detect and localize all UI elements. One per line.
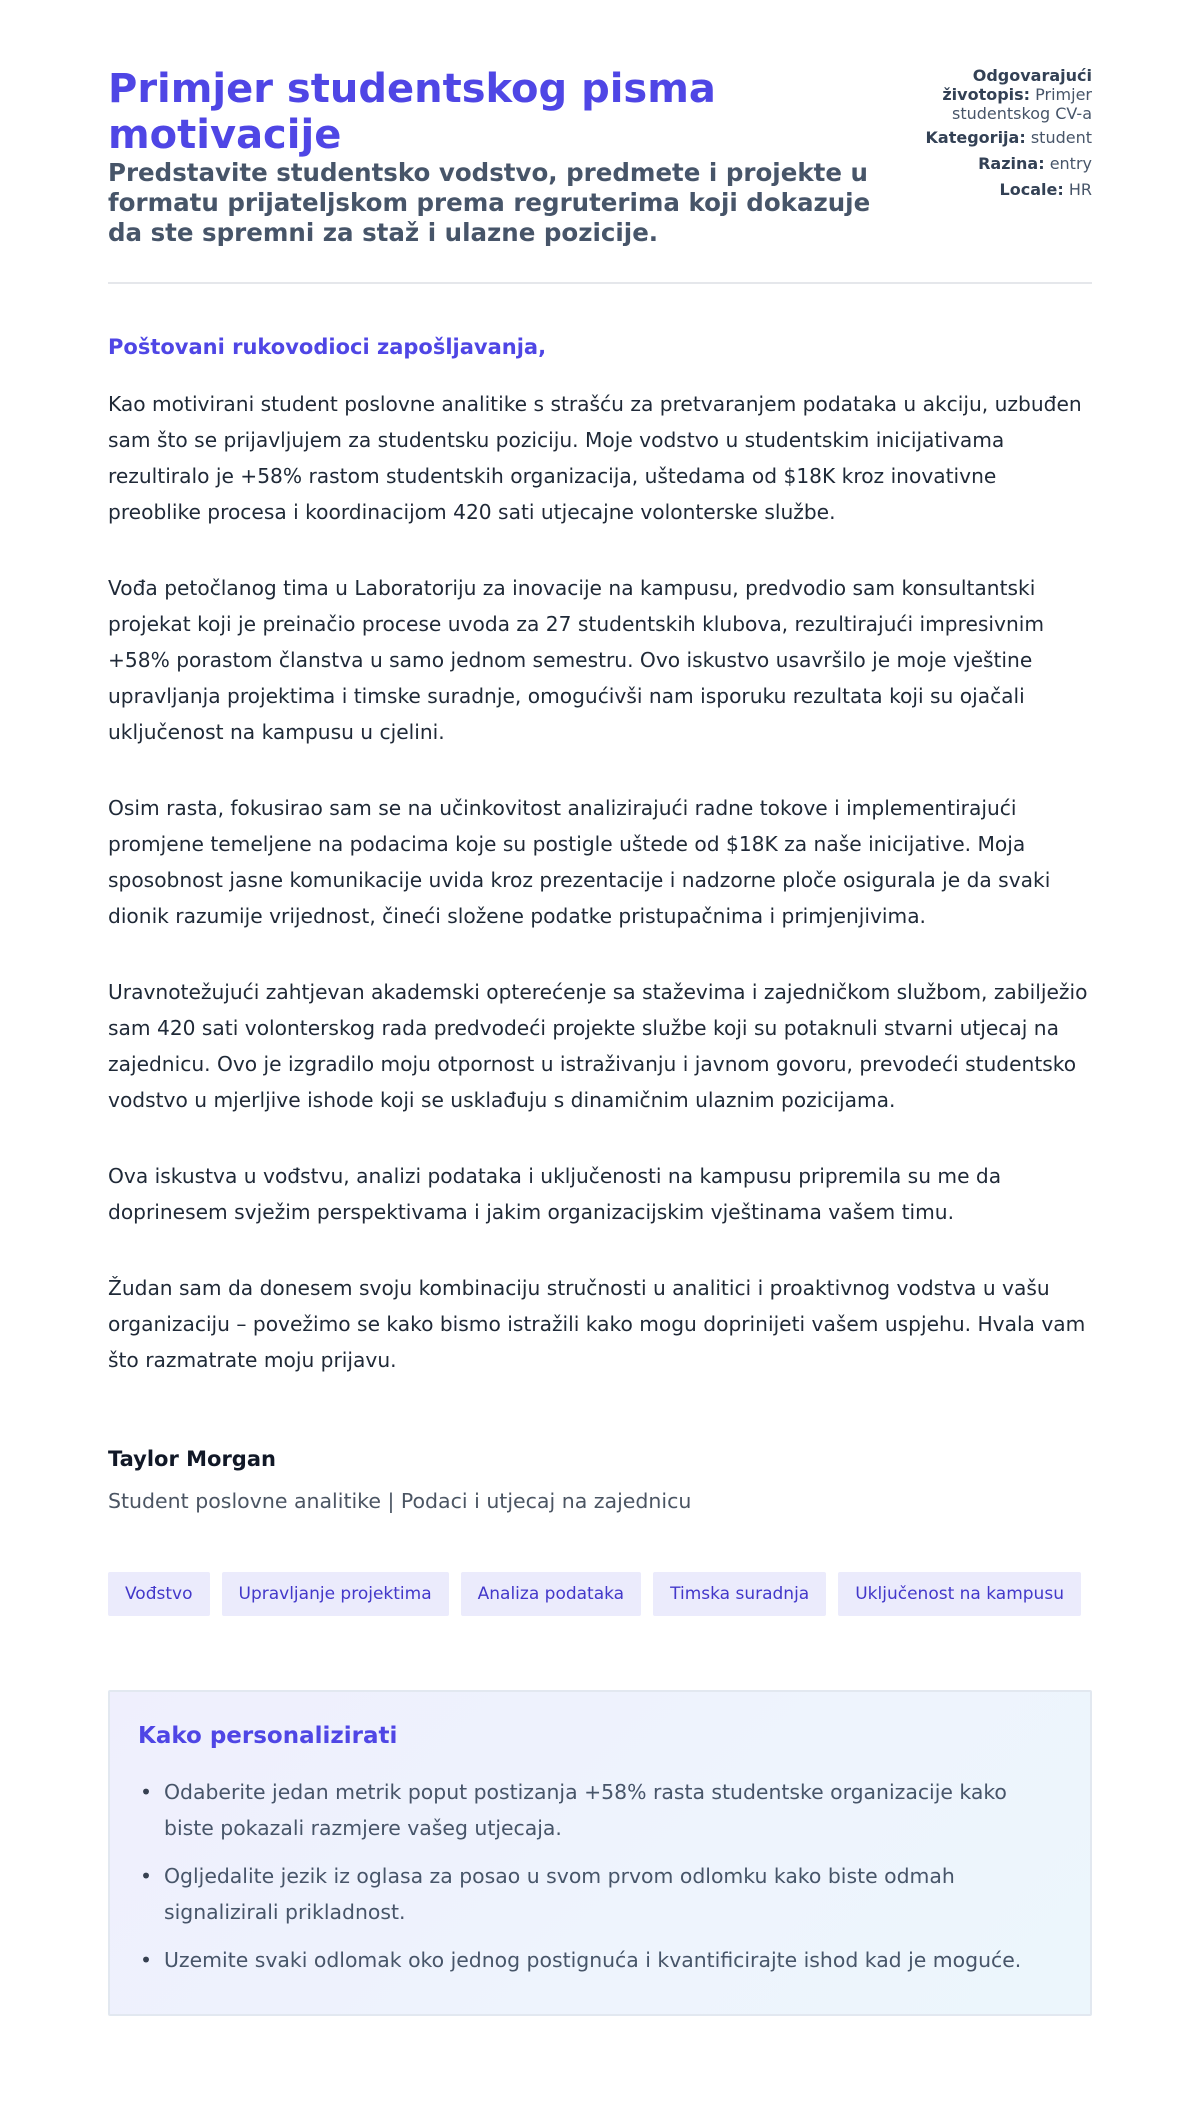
paragraph: Žudan sam da donesem svoju kombinaciju stručnosti u analitici i proaktivnog vodstva u vašu organizaciju – povežimo se kako bismo istražili kako mogu doprinijeti vašem uspjehu. Hvala vam što razmatrate moju prijavu. [108,1276,1086,1372]
meta-matching-resume [903,66,1092,123]
skill-tag: Vođstvo [108,1572,210,1616]
skill-tag: Upravljanje projektima [222,1572,449,1616]
paragraph: Osim rasta, fokusirao sam se na učinkovitost analizirajući radne tokove i implementirajući promjene temeljene na podacima koje su postigle uštede od $18K za naše inicijative. Moja sposobnost jasne komunikacije uvida kroz prezentacije i nadzorne ploče osigurala je da svaki dionik razumije vrijednost, čineći složene podatke pristupačnima i primjenjivima. [108,796,1051,928]
signature-title: Student poslovne analitike | Podaci i utjecaj na zajednicu [108,1489,692,1513]
tip-text: Odaberite jedan metrik poput postizanja +58% rasta studentske organizacije kako biste pokazali razmjere vašeg utjecaja. [164,1780,1007,1840]
meta-label: Locale: [999,180,1064,199]
header-titles [108,66,903,248]
page-subtitle: Predstavite studentsko vodstvo, predmete i projekte u formatu prijateljskom prema regruterima koji dokazuje da ste spremni za staž i ulazne pozicije. [108,158,871,247]
signature-name: Taylor Morgan [108,1447,276,1471]
skill-tag: Uključenost na kampusu [838,1572,1081,1616]
meta-value: student [1030,128,1092,147]
bullet-icon: • [140,1780,153,1804]
signature [108,1446,1092,1514]
bullet-icon: • [140,1948,153,1972]
page-header [108,66,1092,284]
meta-category [903,128,1092,147]
paragraph: Vođa petočlanog tima u Laboratoriju za inovacije na kampusu, predvodio sam konsultantski projekat koji je preinačio procese uvoda za 27 studentskih klubova, rezultirajući impresivnim +58% porastom članstva u samo jednom semestru. Ovo iskustvo usavršilo je moje vještine upravljanja projektima i timske suradnje, omogućivši nam isporuku rezultata koji su ojačali uključenost na kampusu u cjelini. [108,576,1045,744]
meta-value: entry [1049,154,1092,173]
tip-text: Ogljedalite jezik iz oglasa za posao u svom prvom odlomku kako biste odmah signalizirali prikladnost. [164,1864,955,1924]
meta-level [903,154,1092,173]
skill-tag: Timska suradnja [653,1572,826,1616]
paragraph: Kao motivirani student poslovne analitike s strašću za pretvaranjem podataka u akciju, uzbuđen sam što se prijavljujem za studentsku poziciju. Moje vodstvo u studentskim inicijativama rezultiralo je +58% rastom studentskih organizacija, uštedama od $18K kroz inovativne preoblike procesa i koordinacijom 420 sati utjecajne volonterske službe. [108,392,1082,524]
skill-tag: Analiza podataka [461,1572,641,1616]
tip-text: Uzemite svaki odlomak oko jednog postignuća i kvantificirajte ishod kad je moguće. [164,1948,1022,1972]
meta-locale [903,180,1092,199]
page-title: Primjer studentskog pisma motivacije [108,66,716,158]
tip-item [138,1858,1062,1930]
letter-body [108,334,1092,1378]
meta-panel [903,66,1092,206]
tips-list [138,1774,1062,1978]
bullet-icon: • [140,1864,153,1888]
salutation: Poštovani rukovodioci zapošljavanja, [108,335,547,359]
tip-item [138,1942,1062,1978]
tips-title: Kako personalizirati [138,1723,398,1749]
paragraph: Ova iskustva u vođstvu, analizi podataka i uključenosti na kampusu pripremila su me da doprinesem svježim perspektivama i jakim organizacijskim vještinama vašem timu. [108,1164,1002,1224]
paragraph: Uravnotežujući zahtjevan akademski opterećenje sa staževima i zajedničkom službom, zabilježio sam 420 sati volonterskog rada predvodeći projekte službe koji su potaknuli stvarni utjecaj na zajednicu. Ovo je izgradilo moju otpornost u istraživanju i javnom govoru, prevodeći studentsko vodstvo u mjerljive ishode koji se usklađuju s dinamičnim ulaznim pozicijama. [108,980,1088,1112]
meta-value: HR [1068,180,1092,199]
meta-label: Kategorija: [925,128,1026,147]
meta-label: Odgovarajući životopis: [942,66,1092,104]
meta-label: Razina: [978,154,1045,173]
meta-value: Primjer studentskog CV-a [952,85,1092,123]
skill-tags [108,1572,1092,1616]
personalization-tips [108,1690,1092,2016]
tip-item [138,1774,1062,1846]
letter-paragraphs [108,386,1092,1378]
